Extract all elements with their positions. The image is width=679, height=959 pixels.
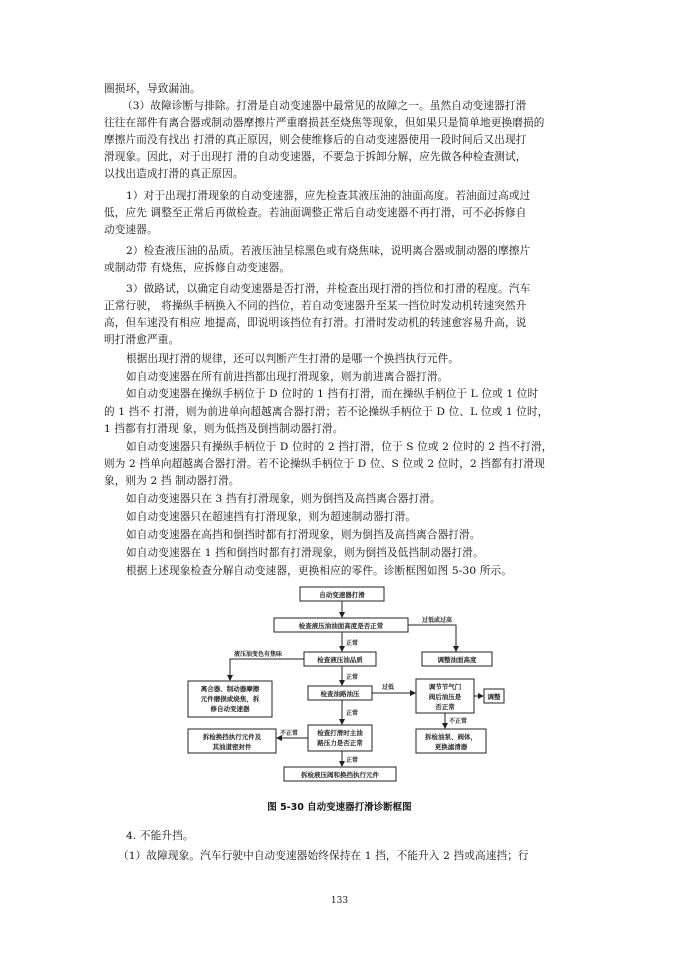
text-line: 则为 2 挡单向超越离合器打滑。若不论操纵手柄位于 D 位、S 位或 2 位时，2 挡都有打滑现 — [104, 458, 545, 470]
node-check-quality-label: 检查液压油品质 — [317, 656, 363, 664]
edge-label-abnormal-2: 不正常 — [280, 730, 299, 737]
text-line: 根据上述现象检查分解自动变速器，更换相应的零件。诊断框图如图 5-30 所示。 — [126, 565, 512, 577]
text-line: 根据出现打滑的规律，还可以判断产生打滑的是哪一个换挡执行元件。 — [126, 353, 460, 365]
node-overhaul-label-2: 元件磨损或烧焦，拆 — [200, 695, 260, 703]
text-line: 3）做路试，以确定自动变速器是否打滑，并检查出现打滑的挡位和打滑的程度。汽车 — [126, 283, 531, 295]
text-line: 高，但车速没有相应 地提高，即说明该挡位有打滑。打滑时发动机的转速愈容易升高，说 — [104, 317, 527, 329]
figure-caption: 图 5-30 自动变速器打滑诊断框图 — [267, 802, 412, 813]
edge-label-normal-1: 正常 — [346, 640, 359, 647]
node-shift-label-2: 其油道密封件 — [212, 743, 252, 751]
node-pump-label-2: 更换滤清器 — [434, 743, 468, 751]
text-line: 如自动变速器在操纵手柄位于 D 位时的 1 挡有打滑，而在操纵手柄位于 L 位或 1 位时 — [126, 388, 539, 400]
node-throttle-label-1: 调节节气门 — [428, 683, 462, 691]
edge-label-normal-4: 正常 — [346, 757, 359, 764]
edge-label-abnormal-level: 过低或过高 — [422, 617, 453, 624]
text-line: 或制动带 有烧焦，应拆修自动变速器。 — [104, 262, 291, 274]
text-line: 正常行驶， 将操纵手柄换入不同的挡位，若自动变速器升至某一挡位时发动机转速突然升 — [104, 300, 527, 312]
text-line: 如自动变速器在所有前进挡都出现打滑现象，则为前进离合器打滑。 — [126, 371, 449, 383]
node-main-pressure-label-1: 检查打滑时主油 — [317, 729, 363, 737]
node-throttle-label-3: 否正常 — [435, 703, 455, 711]
edge-label-abnormal-1: 不正常 — [449, 718, 468, 725]
text-line: 摩擦片而没有找出 打滑的真正原因，则会使维修后的自动变速器使用一段时间后又出现打 — [104, 134, 527, 146]
edge-label-burnt: 液压油变色有焦味 — [234, 651, 283, 658]
text-line: 如自动变速器只有操纵手柄位于 D 位时的 2 挡打滑，位于 S 位或 2 位时的 2 挡不打滑， — [126, 441, 553, 453]
text-line: 象，则为 2 挡 制动器打滑。 — [104, 475, 240, 487]
text-line: 滑现象。因此，对于出现打 滑的自动变速器，不要急于拆卸分解，应先做各种检查测试， — [104, 151, 527, 163]
text-line: 低，应先 调整至正常后再做检查。若油面调整正常后自动变速器不再打滑，可不必拆修自 — [104, 207, 527, 219]
text-line: 1）对于出现打滑现象的自动变速器，应先检查其液压油的油面高度。若油面过高或过 — [126, 190, 531, 202]
page-number: 133 — [330, 896, 349, 906]
text-line: （1）故障现象。汽车行驶中自动变速器始终保持在 1 挡，不能升入 2 挡或高速挡；行 — [118, 850, 529, 862]
node-check-pressure-label: 检查油路油压 — [320, 690, 360, 698]
node-adjust-label: 调整 — [487, 693, 501, 701]
node-overhaul-label-3: 修自动变速器 — [210, 705, 250, 713]
node-main-pressure-label-2: 路压力是否正常 — [317, 739, 363, 747]
text-line: 2）检查液压油的品质。若液压油呈棕黑色或有烧焦味，说明离合器或制动器的摩擦片 — [126, 245, 531, 257]
diagnosis-flowchart — [186, 585, 506, 785]
text-line: 如自动变速器在高挡和倒挡时都有打滑现象，则为倒挡及高挡离合器打滑。 — [126, 529, 481, 541]
node-hydraulic-label: 拆检液压阀和换挡执行元件 — [301, 771, 379, 779]
text-line: 往往在部件有离合器或制动器摩擦片严重磨损甚至烧焦等现象，但如果只是简单地更换磨损的 — [104, 117, 545, 129]
section-title: 4. 不能升挡。 — [126, 830, 194, 842]
node-overhaul-label-1: 离合器、制动器摩擦 — [200, 685, 260, 693]
node-adjust-level-label: 调整油面高度 — [437, 656, 477, 664]
text-line: 如自动变速器只在超速挡有打滑现象，则为超速制动器打滑。 — [126, 511, 417, 523]
node-start-label: 自动变速器打滑 — [319, 591, 365, 599]
node-check-level-label: 检查液压油油面高度是否正常 — [298, 622, 384, 630]
edge-label-low: 过低 — [382, 684, 395, 691]
text-line: 圈损坏，导致漏油。 — [104, 83, 201, 95]
text-line: 1 挡都有打滑现 象，则为低挡及倒挡制动器打滑。 — [104, 423, 344, 435]
edge-label-normal-2: 正常 — [346, 674, 359, 681]
text-line: 以找出造成打滑的真正原因。 — [104, 168, 244, 180]
node-throttle-label-2: 阀后油压是 — [428, 693, 462, 701]
node-pump-label-1: 拆检油泵、阀体， — [425, 733, 477, 741]
text-line: 的 1 挡不 打滑，则为前进单向超越离合器打滑；若不论操纵手柄位于 D 位、L 位或 1 位时， — [104, 406, 549, 418]
text-line: 动变速器。 — [104, 224, 158, 236]
text-line: 明打滑愈严重。 — [104, 334, 180, 346]
edge-label-normal-3: 正常 — [346, 710, 359, 717]
text-line: 如自动变速器只在 3 挡有打滑现象，则为倒挡及高挡离合器打滑。 — [126, 493, 441, 505]
node-shift-label-1: 拆检换挡执行元件及 — [202, 733, 262, 741]
text-line: 如自动变速器在 1 挡和倒挡时都有打滑现象，则为倒挡及低挡制动器打滑。 — [126, 547, 484, 559]
text-line: （3）故障诊断与排除。打滑是自动变速器中最常见的故障之一。虽然自动变速器打滑 — [122, 100, 527, 112]
